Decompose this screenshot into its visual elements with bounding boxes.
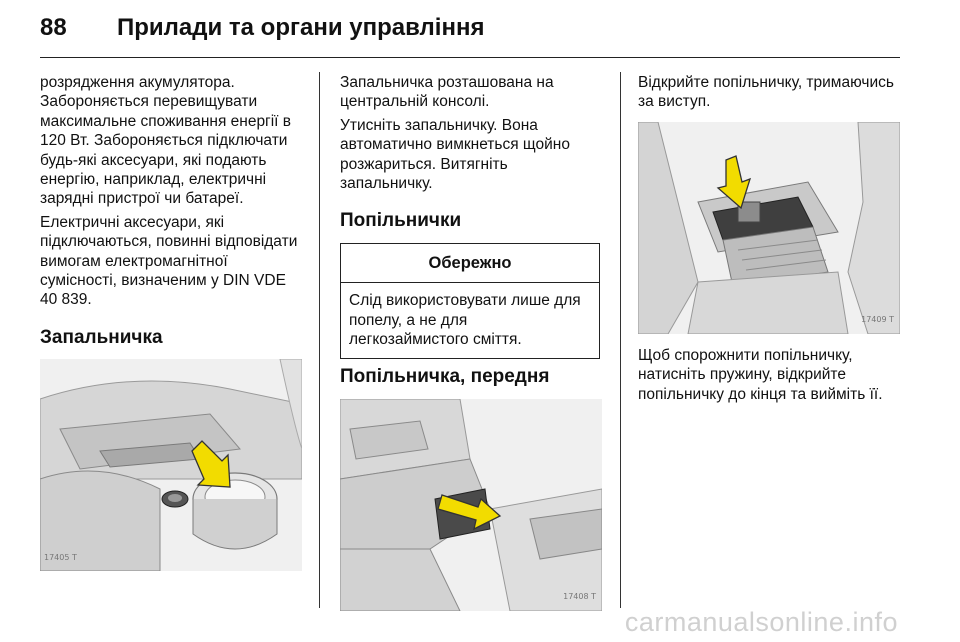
paragraph: розрядження акумулятора. Забороняється перевищувати максимальне споживання енергії в 120 Вт. Забороняється підключати будь-які аксесуари, які подають енергію, наприклад, електричні зарядні пристрої чи батареї.	[40, 74, 292, 208]
column-divider	[319, 72, 320, 608]
page-number: 88	[40, 14, 67, 41]
watermark: carmanualsonline.info	[624, 607, 898, 637]
caution-text: Слід використовувати лише для попелу, а не для легкозаймистого сміття.	[349, 292, 581, 349]
header-rule	[40, 57, 900, 58]
column-1	[40, 73, 300, 571]
paragraph: Утисніть запальничку. Вона автоматично вимкнеться щойно розжариться. Витягніть запальничку.	[340, 116, 570, 193]
column-2	[340, 73, 602, 611]
ashtray-illustration	[340, 399, 602, 611]
front-ashtray-figure	[340, 399, 602, 611]
figure-code: 17405 T	[44, 552, 77, 562]
caution-title: Обережно	[341, 244, 599, 283]
figure-code: 17408 T	[563, 592, 596, 602]
page-title: Прилади та органи управління	[117, 14, 485, 41]
cigarette-lighter-figure	[40, 359, 302, 571]
figure-code: 17409 T	[861, 315, 894, 325]
ashtray-open-illustration	[638, 122, 900, 334]
caution-box	[340, 243, 600, 360]
paragraph: Відкрийте попільничку, тримаючись за виступ.	[638, 74, 894, 111]
section-heading: Запальничка	[40, 326, 163, 348]
subsection-heading: Попільничка, передня	[340, 366, 550, 388]
section-heading: Попільнички	[340, 210, 462, 232]
ashtray-open-figure	[638, 122, 900, 334]
lighter-illustration	[40, 359, 302, 571]
column-3	[638, 73, 900, 408]
column-divider	[620, 72, 621, 608]
paragraph: Щоб спорожнити попільничку, натисніть пружину, відкрийте попільничку до кінця та вийміть її.	[638, 346, 883, 403]
paragraph: Електричні аксесуари, які підключаються, повинні відповідати вимогам електромагнітної сумісності, визначеним у DIN VDE 40 839.	[40, 213, 298, 309]
paragraph: Запальничка розташована на центральній консолі.	[340, 74, 554, 111]
